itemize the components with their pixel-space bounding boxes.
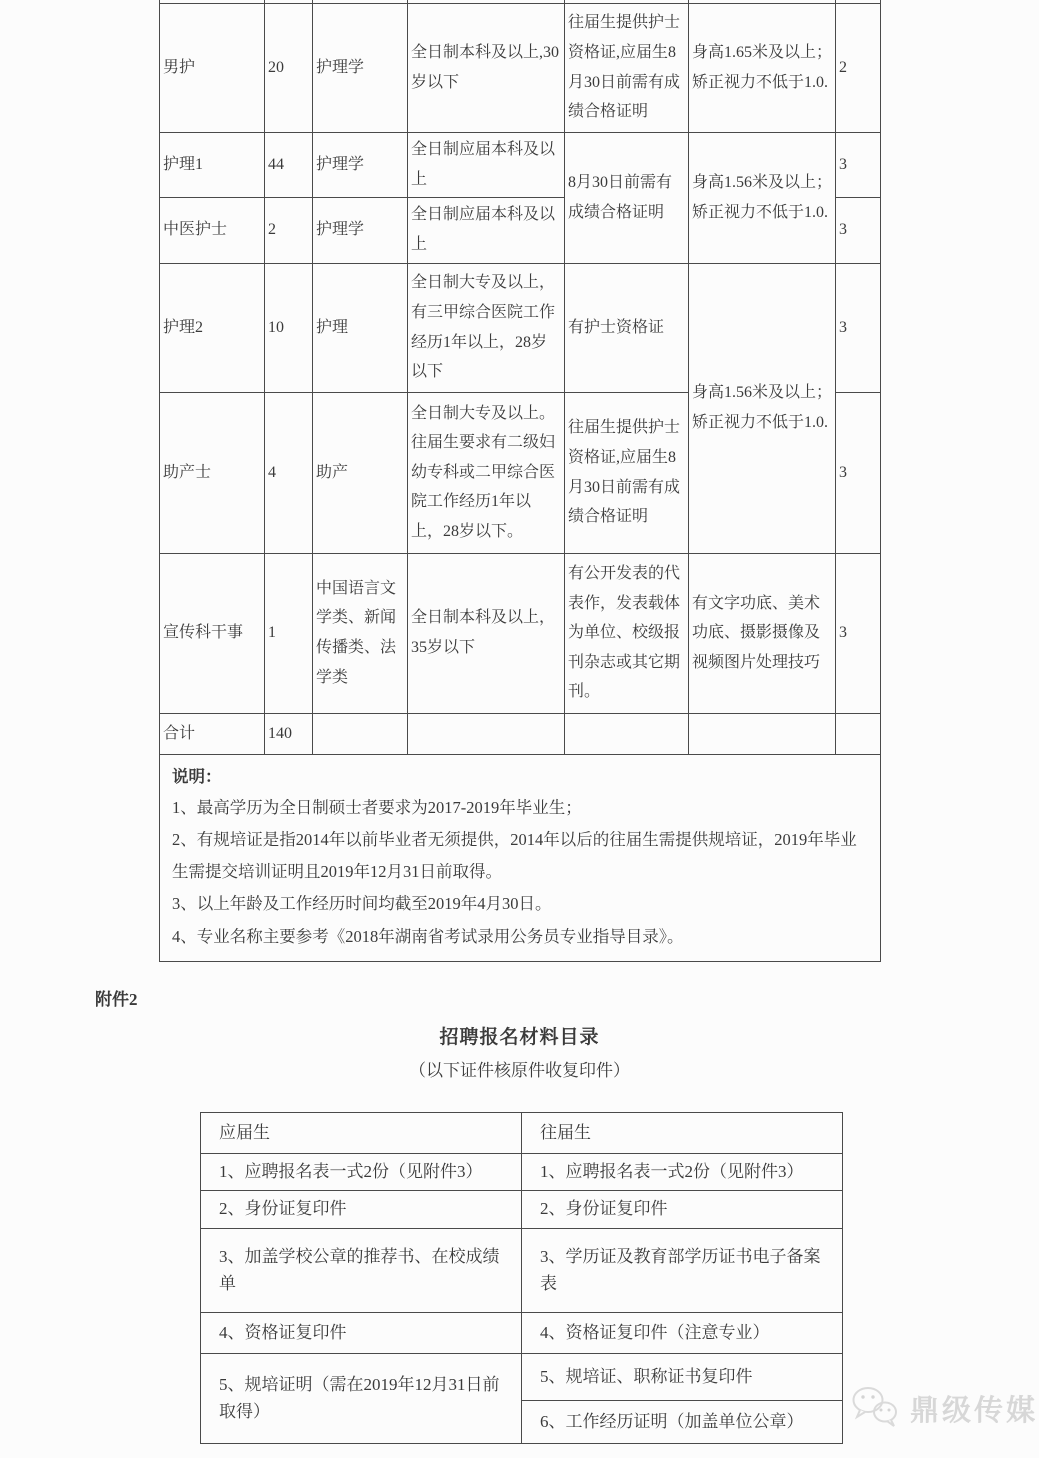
cell-education: 全日制大专及以上。往届生要求有二级妇幼专科或二甲综合医院工作经历1年以上，28岁以下。 bbox=[408, 392, 565, 553]
cell-education: 全日制应届本科及以上 bbox=[408, 132, 565, 197]
cell-fresh-item: 5、规培证明（需在2019年12月31日前取得） bbox=[201, 1354, 522, 1444]
note-item: 3、以上年龄及工作经历时间均截至2019年4月30日。 bbox=[172, 894, 552, 914]
cell-count: 44 bbox=[265, 132, 313, 197]
cell-major: 助产 bbox=[313, 392, 408, 553]
table-row-nursing2 bbox=[160, 263, 881, 392]
note-item: 4、专业名称主要参考《2018年湖南省考试录用公务员专业指导目录》。 bbox=[172, 926, 684, 946]
table-row-header bbox=[201, 1113, 843, 1154]
cell-major: 护理学 bbox=[313, 197, 408, 263]
cell-position: 中医护士 bbox=[160, 197, 265, 263]
cell-requirement: 身高1.56米及以上；矫正视力不低于1.0. bbox=[689, 132, 836, 263]
cell-count: 10 bbox=[265, 263, 313, 392]
notes-box bbox=[160, 754, 881, 961]
cell-major: 护理 bbox=[313, 263, 408, 392]
cell-fresh-item: 2、身份证复印件 bbox=[201, 1191, 522, 1229]
cell-count: 2 bbox=[265, 197, 313, 263]
cell-openings: 3 bbox=[836, 553, 881, 713]
cell-previous-item: 4、资格证复印件（注意专业） bbox=[522, 1313, 843, 1354]
watermark bbox=[850, 1384, 1038, 1433]
cell-requirement: 身高1.65米及以上；矫正视力不低于1.0. bbox=[689, 3, 836, 132]
cell-requirement: 有文字功底、美术功底、摄影摄像及视频图片处理技巧 bbox=[689, 553, 836, 713]
cell-empty bbox=[836, 713, 881, 754]
cell-certificate: 有公开发表的代表作，发表载体为单位、校级报刊杂志或其它期刊。 bbox=[565, 553, 689, 713]
cell-previous-item: 2、身份证复印件 bbox=[522, 1191, 843, 1229]
watermark-text: 鼎级传媒 bbox=[910, 1395, 1039, 1427]
cell-count: 20 bbox=[265, 3, 313, 132]
materials-table bbox=[200, 1112, 843, 1444]
cell-requirement: 身高1.56米及以上；矫正视力不低于1.0. bbox=[689, 263, 836, 553]
cell-empty bbox=[313, 713, 408, 754]
cell-major: 护理学 bbox=[313, 132, 408, 197]
col-header-previous-graduate: 往届生 bbox=[522, 1113, 843, 1154]
cell-total-label: 合计 bbox=[160, 713, 265, 754]
cell-previous-item: 1、应聘报名表一式2份（见附件3） bbox=[522, 1154, 843, 1191]
table-row bbox=[201, 1313, 843, 1354]
cell-fresh-item: 4、资格证复印件 bbox=[201, 1313, 522, 1354]
cell-previous-item: 6、工作经历证明（加盖单位公章） bbox=[522, 1401, 843, 1444]
table-row-notes bbox=[160, 754, 881, 961]
table-row-total bbox=[160, 713, 881, 754]
page-subtitle: （以下证件核原件收复印件） bbox=[409, 1061, 630, 1080]
cell-openings: 3 bbox=[836, 263, 881, 392]
wechat-icon bbox=[850, 1384, 900, 1433]
cell-major: 护理学 bbox=[313, 3, 408, 132]
cell-position: 宣传科干事 bbox=[160, 553, 265, 713]
cell-certificate: 8月30日前需有成绩合格证明 bbox=[565, 132, 689, 263]
cell-previous-item: 5、规培证、职称证书复印件 bbox=[522, 1354, 843, 1401]
cell-position: 护理2 bbox=[160, 263, 265, 392]
cell-openings: 3 bbox=[836, 392, 881, 553]
cell-fresh-item: 3、加盖学校公章的推荐书、在校成绩单 bbox=[201, 1229, 522, 1313]
cell-openings: 3 bbox=[836, 197, 881, 263]
cell-empty bbox=[565, 713, 689, 754]
cell-certificate: 有护士资格证 bbox=[565, 263, 689, 392]
note-item: 2、有规培证是指2014年以前毕业者无须提供，2014年以后的往届生需提供规培证，2019年毕业生需提交培训证明且2019年12月31日前取得。 bbox=[172, 830, 857, 882]
cell-fresh-item: 1、应聘报名表一式2份（见附件3） bbox=[201, 1154, 522, 1191]
cell-openings: 3 bbox=[836, 132, 881, 197]
note-item: 1、最高学历为全日制硕士者要求为2017-2019年毕业生； bbox=[172, 797, 582, 817]
attachment2-label: 附件2 bbox=[95, 990, 138, 1009]
cell-previous-item: 3、学历证及教育部学历证书电子备案表 bbox=[522, 1229, 843, 1313]
recruitment-table bbox=[159, 0, 881, 962]
cell-certificate: 往届生提供护士资格证,应届生8月30日前需有成绩合格证明 bbox=[565, 3, 689, 132]
notes-title: 说明： bbox=[172, 766, 222, 786]
table-row bbox=[201, 1191, 843, 1229]
cell-count: 4 bbox=[265, 392, 313, 553]
cell-education: 全日制本科及以上，35岁以下 bbox=[408, 553, 565, 713]
table-row-male-nurse bbox=[160, 3, 881, 132]
cell-empty bbox=[408, 713, 565, 754]
cell-position: 护理1 bbox=[160, 132, 265, 197]
cell-position: 男护 bbox=[160, 3, 265, 132]
col-header-fresh-graduate: 应届生 bbox=[201, 1113, 522, 1154]
cell-certificate: 往届生提供护士资格证,应届生8月30日前需有成绩合格证明 bbox=[565, 392, 689, 553]
table-row bbox=[201, 1229, 843, 1313]
table-row-publicity-clerk bbox=[160, 553, 881, 713]
table-row bbox=[201, 1354, 843, 1401]
cell-total-count: 140 bbox=[265, 713, 313, 754]
cell-count: 1 bbox=[265, 553, 313, 713]
cell-education: 全日制大专及以上，有三甲综合医院工作经历1年以上，28岁以下 bbox=[408, 263, 565, 392]
table-row-nursing1 bbox=[160, 132, 881, 197]
cell-openings: 2 bbox=[836, 3, 881, 132]
cell-empty bbox=[689, 713, 836, 754]
cell-education: 全日制本科及以上,30岁以下 bbox=[408, 3, 565, 132]
table-row bbox=[201, 1154, 843, 1191]
cell-education: 全日制应届本科及以上 bbox=[408, 197, 565, 263]
cell-major: 中国语言文学类、新闻传播类、法学类 bbox=[313, 553, 408, 713]
cell-position: 助产士 bbox=[160, 392, 265, 553]
page-title: 招聘报名材料目录 bbox=[439, 1027, 600, 1048]
